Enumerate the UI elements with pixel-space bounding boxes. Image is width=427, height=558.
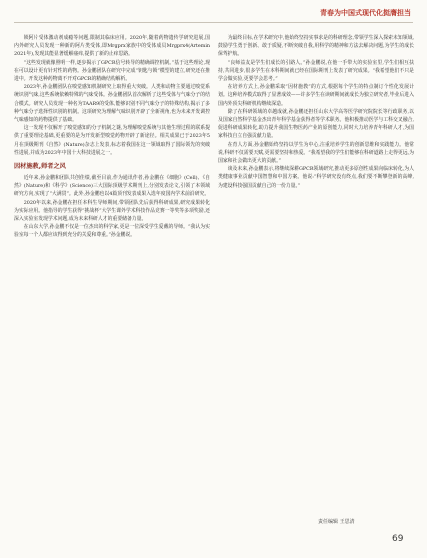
left-column (14, 34, 210, 240)
body-paragraph: 在山东大学,孙金鹏不仅是一位杰出的科学家,更是一位深受学生爱戴的导师。“我认为实验室每一个人都应该得到充分的关爱和尊重。”孙金鹏说。 (14, 224, 210, 239)
body-paragraph: 2020年以来,孙金鹏在担任本科生导师期间,带领团队先后获得科研成果,研究成果转化为实际应用。他指导的学生获得“挑战杯”大学生课外学术科技作品竞赛一等奖等多项奖励,还深入实验室发现学术问题,成为未来科研人才的重要储备力量。 (14, 199, 210, 223)
body-paragraph: 锁阿片受体激动剂成瘾等问题,限制其临床应用。2020年,随着药物遗传学研究进展,国内外研究人员发现一种新的阿片类受体,即Mrgprx家族中的受体成员Mrgprx4(Artemin 2021年),发现其能显著缓解瘙痒,提供了新的止痒思路。 (14, 35, 210, 58)
header-divider (14, 22, 413, 23)
body-paragraph: 2023年,孙金鹏团队在嗅觉感知机制研究上取得重大突破。人类和动物主要通过嗅觉系统识别气味,这些系统依赖特殊的气味受体。孙金鹏团队首次解析了这些受体与气味分子的结合模式。研究人员发现一种名为TAAR9的受体,能够识别不同气味分子的特殊结构,揭示了多种气味分子选择性识别的机制。这项研究为理解气味识别开辟了全新视角,也为未来开发调控气味感知的药物提供了基础。 (14, 84, 210, 124)
body-paragraph: 在育人方面,孙金鹏始终坚持以学生为中心,注重培养学生的创新思维和实践能力。他常说,科研不仅需要天赋,更需要坚持和热爱。“我希望我的学生们能够在科研道路上走得更远,为国家和社会做出更大的贡献。” (218, 141, 415, 165)
section-heading: 因材施教,师者之风 (14, 163, 66, 171)
body-paragraph: “这些发现就像照明一样,逐步揭示了GPCR信号转导的精确调控机制。”基于这些理论,现在可以设计更有针对性的药物。孙金鹏团队在研究中完成“钥匙与锁”模型的建立,研究还在推进中。开发这种药物离不开对GPCR的精确结构解析。 (14, 59, 210, 83)
header-title: 青春为中国式现代化挺膺担当 (320, 9, 411, 17)
body-paragraph: 在培养方式上,孙金鹏采取“因材施教”的方式,根据每个学生的特点制订个性化发展计划。这种培养模式取得了显著成效——许多学生在读研期间就成长为独立研究者,毕业后进入国内外顶尖科研机构继续深造。 (218, 84, 414, 107)
body-paragraph: “良师益友是学生们成长的引路人。”孙金鹏说,在他一手带大的实验室里,学生们相互扶持,共同进步,很多学生在本科期间就已经在国际期刊上发表了研究成果。“我希望他们不只是学会做实验,更要学会思考。” (218, 59, 414, 83)
page-number: 69 (392, 534, 404, 544)
right-column (218, 34, 414, 190)
body-paragraph: 除了在科研领域的卓越成就,孙金鹏还担任山东大学高等医学研究院院长等行政职务,以及国家自然科学基金杰出青年科学基金获得者等学术职务。他积极推动医学与工科交叉融合,促进科研成果转化,助力提升我国生物医药产业的原创能力,同时大力培养青年科研人才,为国家科技自立自强贡献力量。 (218, 108, 414, 140)
body-paragraph: 这一发现不仅解开了嗅觉感知的分子机制之谜,为理解嗅觉系统与其他生理过程的联系提供了重要理论基础,更重要的是为开发新型嗅觉药物开辟了新途径。相关成果已于2023年5月在顶级期刊《自然》(Nature)杂志上发表,标志着我国在这一领域取得了国际领先的突破性进展,并成为2023年中国十大科技进展之一。 (14, 125, 210, 156)
body-paragraph: 为最终目标,在学术研究中,他始终坚持实事求是的科研理念,带领学生深入探索未知领域,鼓励学生勇于创新、敢于质疑,不断突破自我,用科学的精神和方法去解决问题,为学生的成长保驾护航。 (218, 35, 414, 58)
editor-byline: 责任编辑 王思清 (318, 519, 355, 525)
body-paragraph: 谈及未来,孙金鹏表示,将继续深耕GPCR领域研究,推动更多原创性成果向临床转化,为人类健康事业贡献中国智慧和中国方案。他说:“科学研究没有终点,我们要不断攀登新的高峰,为建设科技强国贡献自己的一份力量。” (218, 166, 414, 189)
body-paragraph: 近年来,孙金鹏和团队共创佳绩,截至目前,作为通讯作者,孙金鹏在《细胞》(Cell)、《自然》(Nature)和《科学》(Science)三大国际顶级学术期刊上,分别发表论文,引领了本领域研究方向,实现了“大满贯”。此外,孙金鹏也以4篇顶刊发表成果入选年度国内学术前沿研究。 (14, 175, 210, 198)
